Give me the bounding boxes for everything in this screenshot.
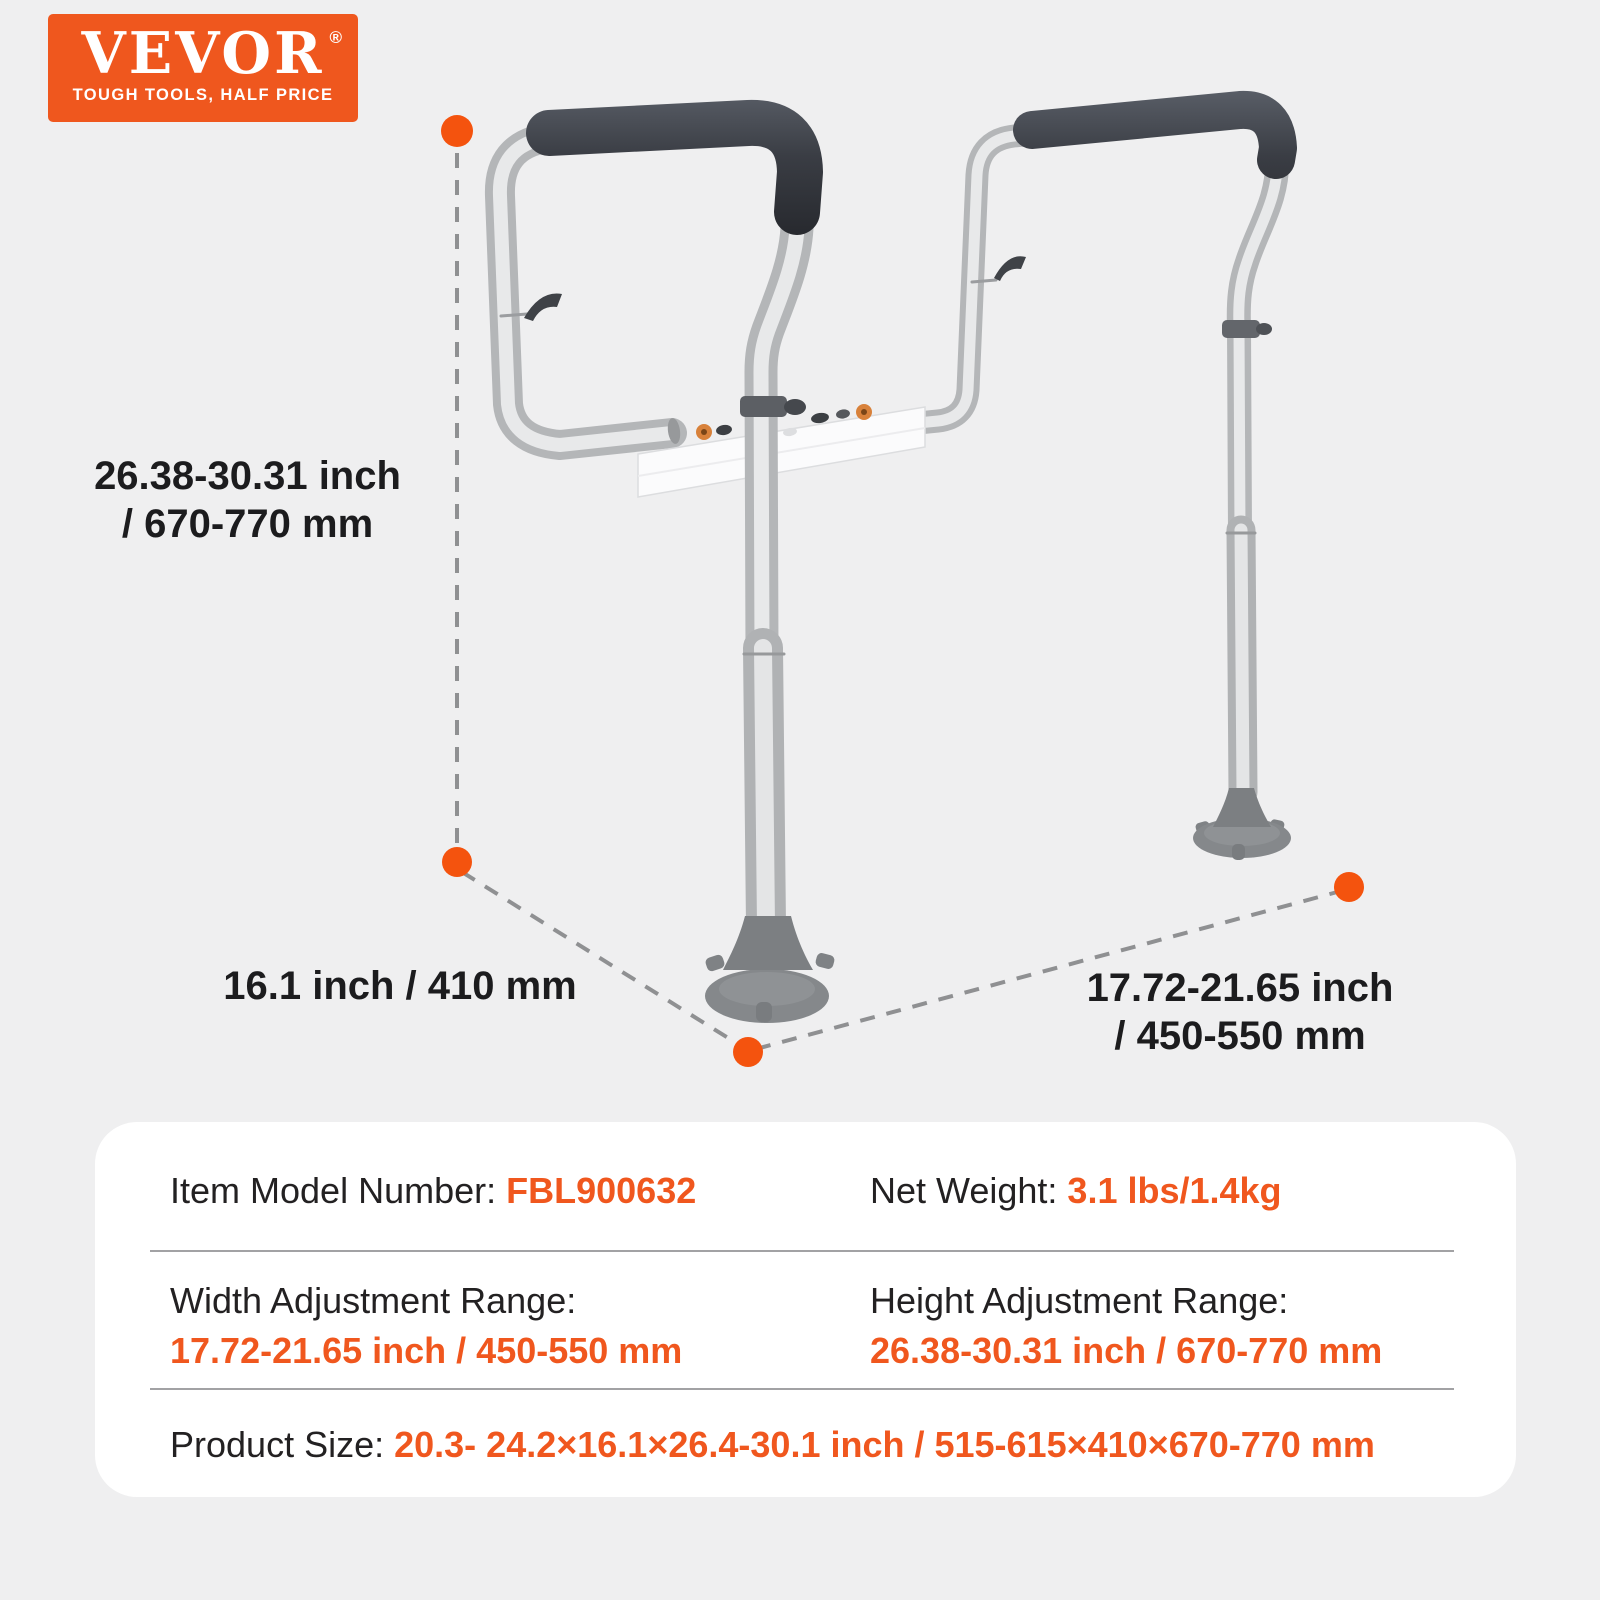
depth-dimension-text: 16.1 inch / 410 mm [223, 964, 577, 1008]
net-weight-label: Net Weight: [870, 1170, 1068, 1211]
width-dimension-label [1035, 964, 1445, 1060]
product-size-value: 20.3- 24.2×16.1×26.4-30.1 inch / 515-615×410×670-770 mm [394, 1424, 1375, 1465]
dot-left [442, 847, 472, 877]
right-arm-telescope-joint [972, 280, 996, 282]
width-adjustment-label: Width Adjustment Range: [170, 1280, 577, 1321]
dot-front [733, 1037, 763, 1067]
spec-divider-1 [150, 1250, 1454, 1252]
right-height-collar [1222, 320, 1272, 338]
spec-height-adjustment [870, 1276, 1382, 1376]
right-handle-frame [858, 110, 1291, 860]
height-dimension-label [50, 452, 445, 548]
width-dimension-line1: 17.72-21.65 inch [1086, 966, 1394, 1010]
spec-product-size [170, 1420, 1375, 1470]
specification-panel [95, 1122, 1516, 1497]
left-post-clamp [740, 396, 806, 417]
registered-trademark-icon: ® [329, 28, 342, 47]
bracket-slot [715, 424, 732, 436]
bracket-screw-center [861, 409, 867, 415]
product-size-label: Product Size: [170, 1424, 395, 1465]
item-model-value: FBL900632 [506, 1170, 697, 1211]
bracket-slot [835, 408, 850, 419]
left-arm-telescope-joint [501, 314, 527, 316]
dimension-endpoint-dots [441, 115, 1364, 1067]
brand-tagline: TOUGH TOOLS, HALF PRICE [72, 86, 334, 104]
spec-divider-2 [150, 1388, 1454, 1390]
dot-right [1334, 872, 1364, 902]
right-wing-knob [994, 256, 1026, 281]
bracket-screw-center [701, 429, 707, 435]
spec-net-weight [870, 1166, 1282, 1216]
net-weight-value: 3.1 lbs/1.4kg [1067, 1170, 1282, 1211]
left-foam-grip [549, 123, 800, 212]
right-suction-foot [1193, 788, 1291, 860]
right-foam-grip [1032, 110, 1278, 160]
spec-item-model [170, 1166, 696, 1216]
height-dimension-line1: 26.38-30.31 inch [94, 454, 401, 498]
height-dimension-line2: / 670-770 mm [121, 502, 374, 546]
dot-top [441, 115, 473, 147]
left-suction-foot [704, 916, 835, 1023]
left-post [740, 228, 806, 926]
width-adjustment-value: 17.72-21.65 inch / 450-550 mm [170, 1330, 683, 1371]
dimension-lines [457, 153, 1341, 1049]
left-wing-knob [524, 294, 562, 322]
height-adjustment-value: 26.38-30.31 inch / 670-770 mm [870, 1330, 1383, 1371]
spec-width-adjustment [170, 1276, 682, 1376]
depth-dimension-line [462, 872, 741, 1046]
brand-wordmark: VEVOR [81, 20, 325, 87]
depth-dimension-label [170, 962, 630, 1010]
width-adjustment-bracket [638, 404, 925, 497]
item-model-label: Item Model Number: [170, 1170, 507, 1211]
height-adjustment-label: Height Adjustment Range: [870, 1280, 1289, 1321]
left-handle-frame [500, 124, 780, 445]
width-dimension-line2: / 450-550 mm [1114, 1014, 1366, 1058]
